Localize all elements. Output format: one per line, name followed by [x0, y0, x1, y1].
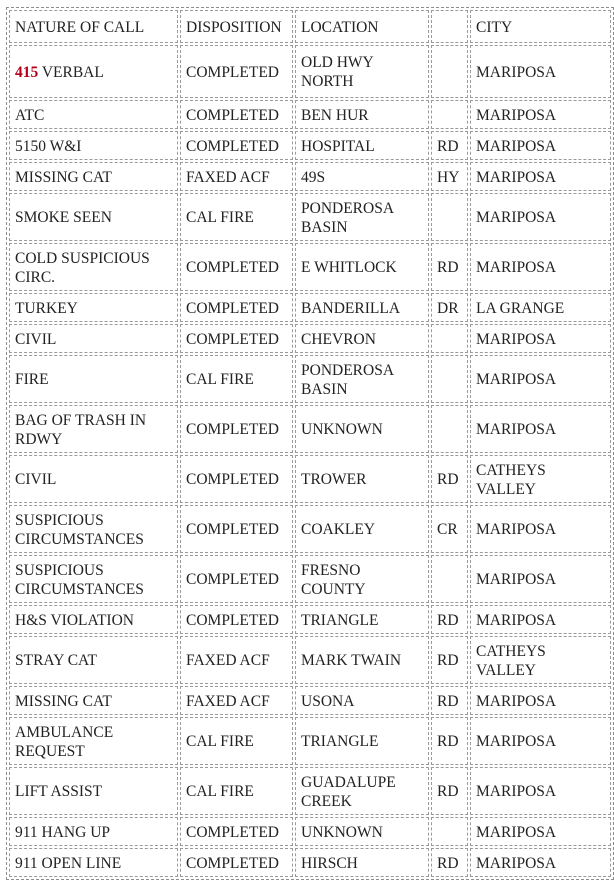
cell-nature-of-call: FIRE	[9, 355, 178, 403]
cell-nature-of-call: 5150 W&I	[9, 131, 178, 160]
cell-disposition: CAL FIRE	[180, 767, 293, 815]
cell-city: MARIPOSA	[470, 555, 611, 603]
cell-location: USONA	[295, 686, 429, 715]
cell-location: FRESNO COUNTY	[295, 555, 429, 603]
cell-street-suffix: RD	[431, 131, 468, 160]
cell-street-suffix	[431, 45, 468, 98]
cell-disposition: COMPLETED	[180, 45, 293, 98]
cell-street-suffix: RD	[431, 636, 468, 684]
cell-disposition: COMPLETED	[180, 848, 293, 877]
cell-nature-of-call: 911 HANG UP	[9, 817, 178, 846]
cell-disposition: COMPLETED	[180, 605, 293, 634]
cell-location: PONDEROSA BASIN	[295, 193, 429, 241]
cell-city: MARIPOSA	[470, 848, 611, 877]
cell-disposition: COMPLETED	[180, 455, 293, 503]
cell-nature-of-call: H&S VIOLATION	[9, 605, 178, 634]
cell-nature-of-call: BAG OF TRASH IN RDWY	[9, 405, 178, 453]
call-log-table	[6, 7, 614, 880]
table-body	[9, 45, 611, 877]
table-row	[9, 405, 611, 453]
cell-city: MARIPOSA	[470, 45, 611, 98]
cell-nature-of-call: 415 VERBAL	[9, 45, 178, 98]
table-row	[9, 243, 611, 291]
cell-location: BEN HUR	[295, 100, 429, 129]
cell-disposition: FAXED ACF	[180, 686, 293, 715]
table-row	[9, 45, 611, 98]
cell-street-suffix	[431, 324, 468, 353]
cell-city: MARIPOSA	[470, 355, 611, 403]
cell-nature-of-call: CIVIL	[9, 324, 178, 353]
table-row	[9, 555, 611, 603]
cell-nature-of-call: ATC	[9, 100, 178, 129]
cell-disposition: COMPLETED	[180, 817, 293, 846]
cell-location: PONDEROSA BASIN	[295, 355, 429, 403]
cell-location: TRIANGLE	[295, 605, 429, 634]
table-row	[9, 717, 611, 765]
cell-street-suffix: RD	[431, 605, 468, 634]
cell-street-suffix	[431, 355, 468, 403]
cell-nature-of-call: AMBULANCE REQUEST	[9, 717, 178, 765]
cell-disposition: COMPLETED	[180, 405, 293, 453]
cell-street-suffix: DR	[431, 293, 468, 322]
table-row	[9, 848, 611, 877]
cell-nature-of-call: MISSING CAT	[9, 162, 178, 191]
cell-disposition: COMPLETED	[180, 324, 293, 353]
cell-street-suffix: RD	[431, 243, 468, 291]
cell-street-suffix	[431, 193, 468, 241]
cell-nature-of-call: SUSPICIOUS CIRCUMSTANCES	[9, 555, 178, 603]
cell-disposition: COMPLETED	[180, 131, 293, 160]
cell-nature-of-call: STRAY CAT	[9, 636, 178, 684]
table-row	[9, 293, 611, 322]
cell-street-suffix	[431, 817, 468, 846]
cell-city: MARIPOSA	[470, 324, 611, 353]
table-row	[9, 355, 611, 403]
cell-disposition: CAL FIRE	[180, 355, 293, 403]
cell-street-suffix	[431, 100, 468, 129]
cell-nature-of-call: TURKEY	[9, 293, 178, 322]
cell-city: CATHEYS VALLEY	[470, 455, 611, 503]
table-row	[9, 505, 611, 553]
cell-disposition: COMPLETED	[180, 243, 293, 291]
table-row	[9, 100, 611, 129]
cell-nature-of-call: 911 OPEN LINE	[9, 848, 178, 877]
cell-street-suffix: RD	[431, 686, 468, 715]
cell-location: COAKLEY	[295, 505, 429, 553]
header-street-suffix	[431, 10, 468, 43]
cell-nature-of-call: MISSING CAT	[9, 686, 178, 715]
cell-city: MARIPOSA	[470, 767, 611, 815]
cell-location: OLD HWY NORTH	[295, 45, 429, 98]
cell-street-suffix: RD	[431, 455, 468, 503]
cell-city: LA GRANGE	[470, 293, 611, 322]
header-city: CITY	[470, 10, 611, 43]
header-row	[9, 10, 611, 43]
cell-nature-of-call: SUSPICIOUS CIRCUMSTANCES	[9, 505, 178, 553]
table-row	[9, 686, 611, 715]
cell-disposition: COMPLETED	[180, 555, 293, 603]
cell-street-suffix: RD	[431, 767, 468, 815]
cell-nature-of-call: SMOKE SEEN	[9, 193, 178, 241]
table-row	[9, 605, 611, 634]
cell-location: MARK TWAIN	[295, 636, 429, 684]
cell-city: MARIPOSA	[470, 193, 611, 241]
table-row	[9, 455, 611, 503]
cell-city: MARIPOSA	[470, 100, 611, 129]
cell-location: TRIANGLE	[295, 717, 429, 765]
cell-location: TROWER	[295, 455, 429, 503]
cell-disposition: CAL FIRE	[180, 193, 293, 241]
cell-disposition: CAL FIRE	[180, 717, 293, 765]
cell-location: UNKNOWN	[295, 405, 429, 453]
cell-city: MARIPOSA	[470, 243, 611, 291]
cell-nature-of-call: CIVIL	[9, 455, 178, 503]
cell-city: MARIPOSA	[470, 131, 611, 160]
cell-disposition: COMPLETED	[180, 100, 293, 129]
cell-location: HIRSCH	[295, 848, 429, 877]
cell-city: MARIPOSA	[470, 817, 611, 846]
table-row	[9, 767, 611, 815]
cell-city: MARIPOSA	[470, 717, 611, 765]
call-log-container	[6, 7, 614, 880]
cell-location: 49S	[295, 162, 429, 191]
header-nature-of-call: NATURE OF CALL	[9, 10, 178, 43]
cell-nature-of-call: LIFT ASSIST	[9, 767, 178, 815]
table-row	[9, 131, 611, 160]
cell-location: E WHITLOCK	[295, 243, 429, 291]
table-row	[9, 324, 611, 353]
cell-location: HOSPITAL	[295, 131, 429, 160]
cell-disposition: FAXED ACF	[180, 636, 293, 684]
cell-disposition: FAXED ACF	[180, 162, 293, 191]
cell-location: GUADALUPE CREEK	[295, 767, 429, 815]
cell-street-suffix: RD	[431, 848, 468, 877]
cell-city: MARIPOSA	[470, 605, 611, 634]
cell-city: MARIPOSA	[470, 405, 611, 453]
cell-location: UNKNOWN	[295, 817, 429, 846]
table-row	[9, 193, 611, 241]
header-disposition: DISPOSITION	[180, 10, 293, 43]
header-location: LOCATION	[295, 10, 429, 43]
table-row	[9, 636, 611, 684]
cell-city: MARIPOSA	[470, 505, 611, 553]
cell-city: CATHEYS VALLEY	[470, 636, 611, 684]
cell-street-suffix	[431, 555, 468, 603]
cell-city: MARIPOSA	[470, 686, 611, 715]
call-code: 415	[15, 63, 39, 81]
cell-location: CHEVRON	[295, 324, 429, 353]
table-header	[9, 10, 611, 43]
table-row	[9, 817, 611, 846]
cell-disposition: COMPLETED	[180, 293, 293, 322]
cell-street-suffix	[431, 405, 468, 453]
cell-disposition: COMPLETED	[180, 505, 293, 553]
table-row	[9, 162, 611, 191]
cell-city: MARIPOSA	[470, 162, 611, 191]
cell-nature-of-call: COLD SUSPICIOUS CIRC.	[9, 243, 178, 291]
cell-location: BANDERILLA	[295, 293, 429, 322]
cell-street-suffix: CR	[431, 505, 468, 553]
cell-street-suffix: HY	[431, 162, 468, 191]
cell-street-suffix: RD	[431, 717, 468, 765]
